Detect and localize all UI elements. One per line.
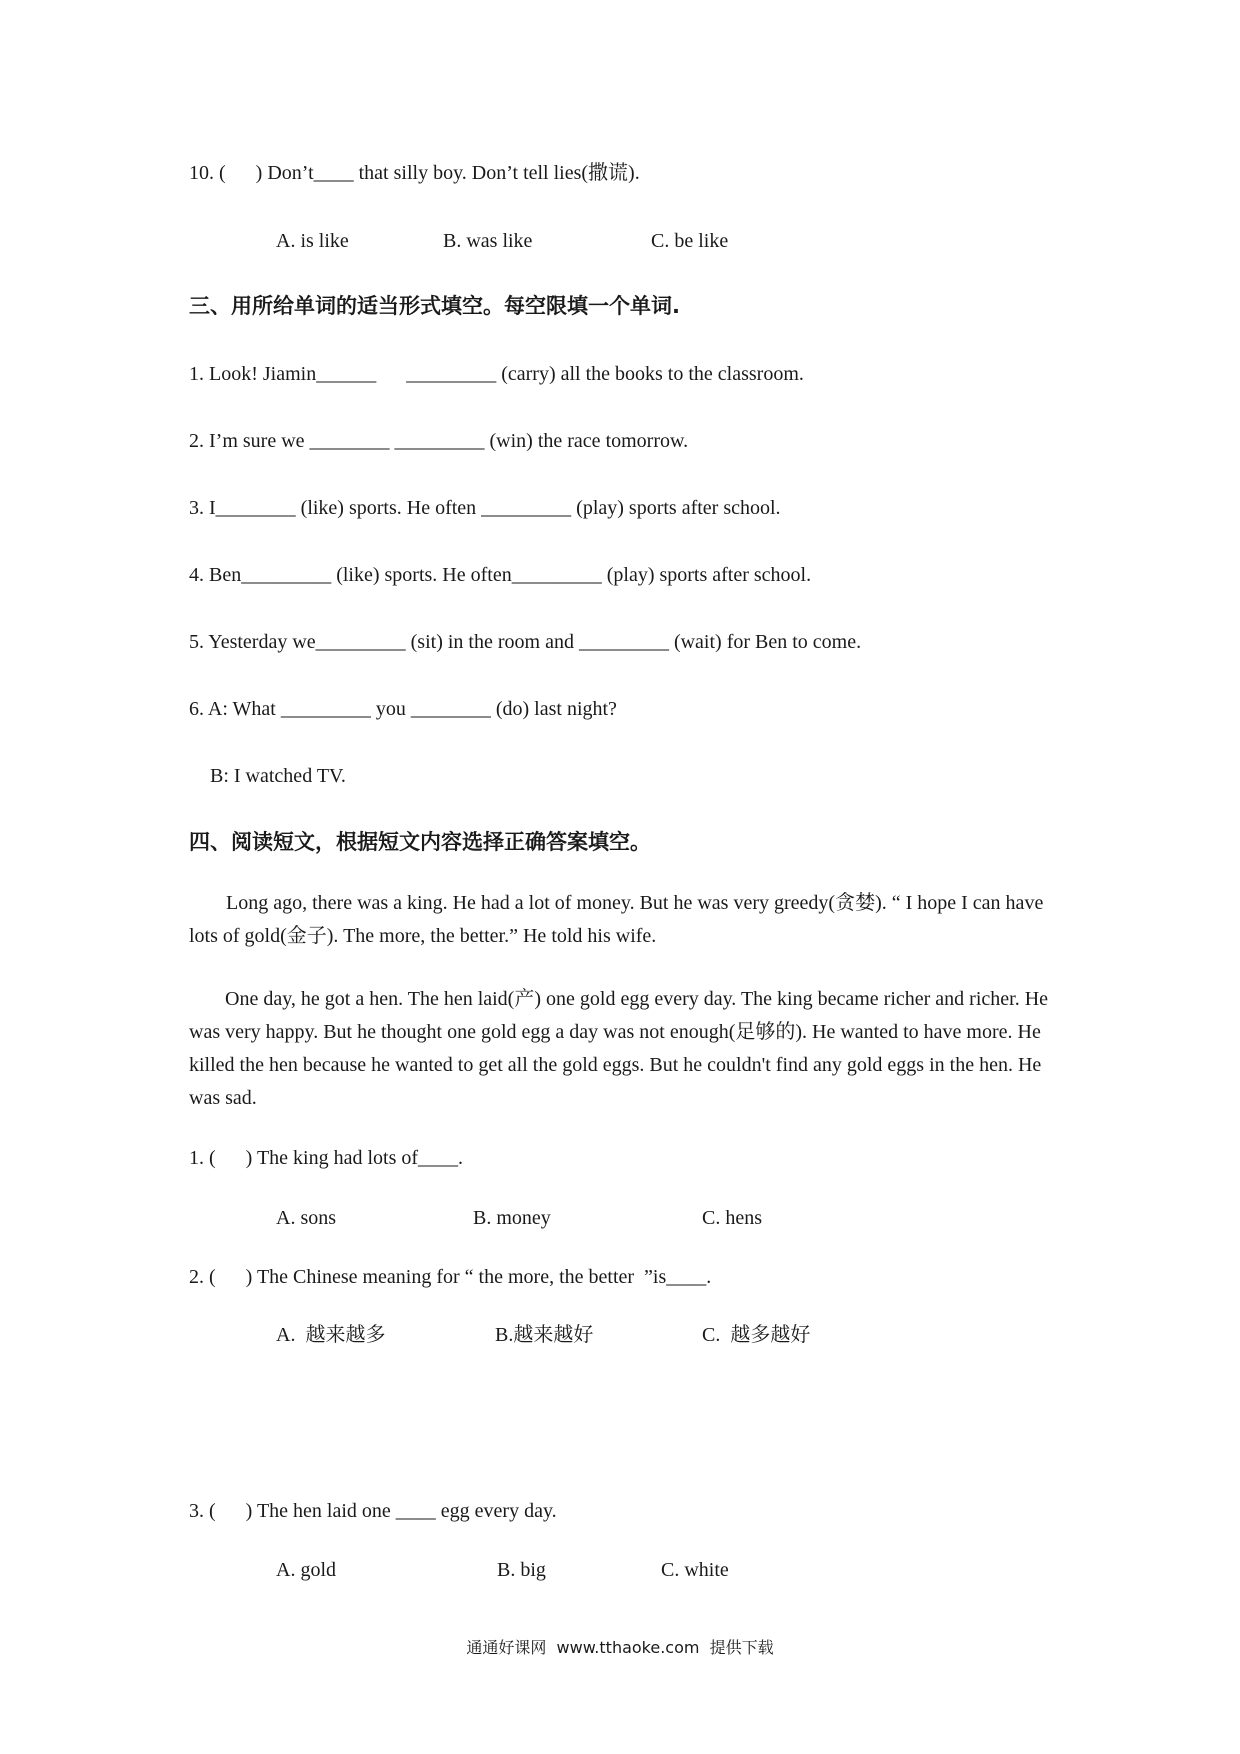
reading-question-2-stem: 2. ( ) The Chinese meaning for “ the more, the better ”is____.	[189, 1266, 712, 1288]
reading-paragraph-1: Long ago, there was a king. He had a lot of money. But he was very greedy(贪婪). “ I hope I can have lots of gold(金子). The more, the better.” He told his wife.	[189, 892, 1044, 947]
reading-question-3-stem: 3. ( ) The hen laid one ____ egg every day.	[189, 1500, 557, 1522]
question-10-option-c: C. be like	[651, 230, 729, 252]
reading-question-3-option-a: A. gold	[276, 1559, 336, 1581]
question-10-option-b: B. was like	[443, 230, 533, 252]
reading-question-2-option-b: B.越来越好	[495, 1324, 594, 1346]
reading-question-1-option-c: C. hens	[702, 1207, 762, 1229]
fill-in-item-2: 2. I’m sure we ________ _________ (win) the race tomorrow.	[189, 430, 689, 452]
reading-question-3-option-c: C. white	[661, 1559, 729, 1581]
fill-in-item-6: 6. A: What _________ you ________ (do) last night?	[189, 698, 617, 720]
reading-question-2-option-a: A. 越来越多	[276, 1324, 386, 1346]
fill-in-item-6-answer: B: I watched TV.	[210, 765, 346, 787]
fill-in-item-4: 4. Ben_________ (like) sports. He often_________ (play) sports after school.	[189, 564, 812, 586]
fill-in-item-1: 1. Look! Jiamin______ _________ (carry) all the books to the classroom.	[189, 363, 804, 385]
section-3-heading: 三、用所给单词的适当形式填空。每空限填一个单词.	[189, 294, 680, 318]
fill-in-item-3: 3. I________ (like) sports. He often _________ (play) sports after school.	[189, 497, 781, 519]
reading-question-2-option-c: C. 越多越好	[702, 1324, 811, 1346]
fill-in-item-5: 5. Yesterday we_________ (sit) in the room and _________ (wait) for Ben to come.	[189, 631, 862, 653]
reading-question-1-option-b: B. money	[473, 1207, 551, 1229]
reading-paragraph-2: One day, he got a hen. The hen laid(产) one gold egg every day. The king became richer and richer. He was very happy. But he thought one gold egg a day was not enough(足够的). He wanted to have more. He killed the hen because he wanted to get all the gold eggs. But he couldn't find any gold eggs in the hen. He was sad.	[189, 988, 1049, 1109]
reading-question-1-option-a: A. sons	[276, 1207, 337, 1229]
question-10-stem: 10. ( ) Don’t____ that silly boy. Don’t tell lies(撒谎).	[189, 162, 640, 184]
section-4-heading: 四、阅读短文，根据短文内容选择正确答案填空。	[189, 830, 651, 854]
reading-question-1-stem: 1. ( ) The king had lots of____.	[189, 1147, 464, 1169]
page-footer: 通通好课网 www.tthaoke.com 提供下载	[466, 1638, 774, 1657]
reading-question-3-option-b: B. big	[497, 1559, 546, 1581]
question-10-option-a: A. is like	[276, 230, 349, 252]
